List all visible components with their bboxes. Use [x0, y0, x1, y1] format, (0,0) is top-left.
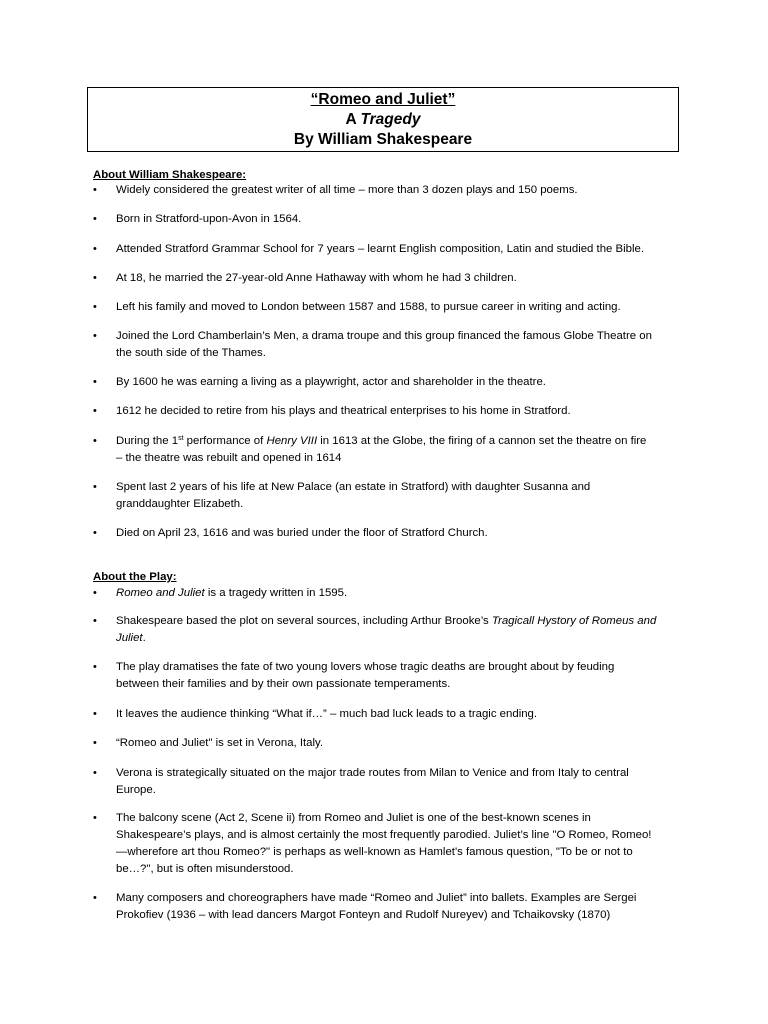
subtitle-italic: Tragedy: [360, 111, 421, 128]
bullet-icon: •: [93, 812, 97, 824]
list-item-text: At 18, he married the 27-year-old Anne Hathaway with whom he had 3 children.: [116, 272, 517, 284]
list-item-text: Left his family and moved to London between 1587 and 1588, to pursue career in writing and acting.: [116, 301, 621, 313]
bullet-icon: •: [93, 708, 97, 720]
bullet-icon: •: [93, 481, 97, 493]
bullet-icon: •: [93, 615, 97, 627]
bullet-icon: •: [93, 892, 97, 904]
list-item-text: [116, 585, 682, 602]
text-run: .: [142, 632, 146, 644]
list-item-text: Attended Stratford Grammar School for 7 years – learnt English composition, Latin and studied the Bible.: [116, 243, 645, 255]
source-title-cont: Juliet: [116, 632, 143, 644]
list-item-text: Spent last 2 years of his life at New Palace (an estate in Stratford) with daughter Susanna and granddaughter Elizabeth.: [116, 481, 591, 510]
document-subtitle: [88, 110, 678, 130]
subtitle-prefix: A: [345, 111, 361, 128]
bullet-icon: •: [93, 767, 97, 779]
list-item-text: Died on April 23, 1616 and was buried under the floor of Stratford Church.: [116, 527, 488, 539]
list-item-text: Verona is strategically situated on the major trade routes from Milan to Venice and from Italy to central Europe.: [116, 767, 629, 796]
bullet-icon: •: [93, 272, 97, 284]
list-item-text: [116, 433, 682, 467]
superscript: st: [178, 435, 184, 442]
bullet-icon: •: [93, 737, 97, 749]
bullet-icon: •: [93, 243, 97, 255]
play-title-henry-viii: Henry VIII: [266, 435, 318, 447]
title-box: [87, 87, 679, 152]
bullet-icon: •: [93, 213, 97, 225]
bullet-icon: •: [93, 587, 97, 599]
list-item-text: [116, 613, 682, 647]
source-title: Tragicall Hystory of Romeus and: [491, 615, 657, 627]
bullet-icon: •: [93, 184, 97, 196]
list-item-text: 1612 he decided to retire from his plays and theatrical enterprises to his home in Stratford.: [116, 405, 571, 417]
list-item-text: It leaves the audience thinking “What if…” – much bad luck leads to a tragic ending.: [116, 708, 538, 720]
bullet-icon: •: [93, 376, 97, 388]
bullet-icon: •: [93, 330, 97, 342]
list-item-text: The balcony scene (Act 2, Scene ii) from Romeo and Juliet is one of the best-known scenes in Shakespeare’s plays, and is almost certainly the most frequently parodied. Juliet’s line "O Romeo, Romeo! —wherefore art thou Romeo?" is perhaps as well-known as Hamlet's famous question, "To be or not to be…?", but is often misunderstood.: [116, 812, 652, 875]
list-item-text: By 1600 he was earning a living as a playwright, actor and shareholder in the theatre.: [116, 376, 546, 388]
bullet-icon: •: [93, 405, 97, 417]
text-run: in 1613 at the Globe, the firing of a cannon set the theatre on fire – the theatre was rebuilt and opened in 1614: [116, 435, 647, 464]
list-item-text: The play dramatises the fate of two young lovers whose tragic deaths are brought about by feuding between their families and by their own passionate temperaments.: [116, 661, 615, 690]
list-item-text: Joined the Lord Chamberlain’s Men, a drama troupe and this group financed the famous Globe Theatre on the south side of the Thames.: [116, 330, 652, 359]
text-run: Shakespeare based the plot on several sources, including Arthur Brooke’s: [116, 615, 492, 627]
text-run: During the 1: [116, 435, 179, 447]
bullet-icon: •: [93, 435, 97, 447]
document-byline: By William Shakespeare: [293, 131, 473, 148]
bullet-icon: •: [93, 301, 97, 313]
text-run: performance of: [183, 435, 267, 447]
bullet-icon: •: [93, 527, 97, 539]
list-item-text: Many composers and choreographers have made “Romeo and Juliet” into ballets. Examples are Sergei Prokofiev (1936 – with lead dancers Margot Fonteyn and Rudolf Nureyev) and Tchaikovsky (1870): [116, 892, 637, 921]
list-item-text: Born in Stratford-upon-Avon in 1564.: [116, 213, 302, 225]
bullet-icon: •: [93, 661, 97, 673]
section-heading-play: About the Play:: [93, 571, 177, 583]
text-run: is a tragedy written in 1595.: [204, 587, 348, 599]
play-title: Romeo and Juliet: [116, 587, 205, 599]
list-item-text: Widely considered the greatest writer of all time – more than 3 dozen plays and 150 poems.: [116, 184, 578, 196]
list-item-text: “Romeo and Juliet" is set in Verona, Italy.: [116, 737, 324, 749]
section-heading-shakespeare: About William Shakespeare:: [93, 169, 247, 181]
document-title: “Romeo and Juliet”: [310, 91, 456, 108]
